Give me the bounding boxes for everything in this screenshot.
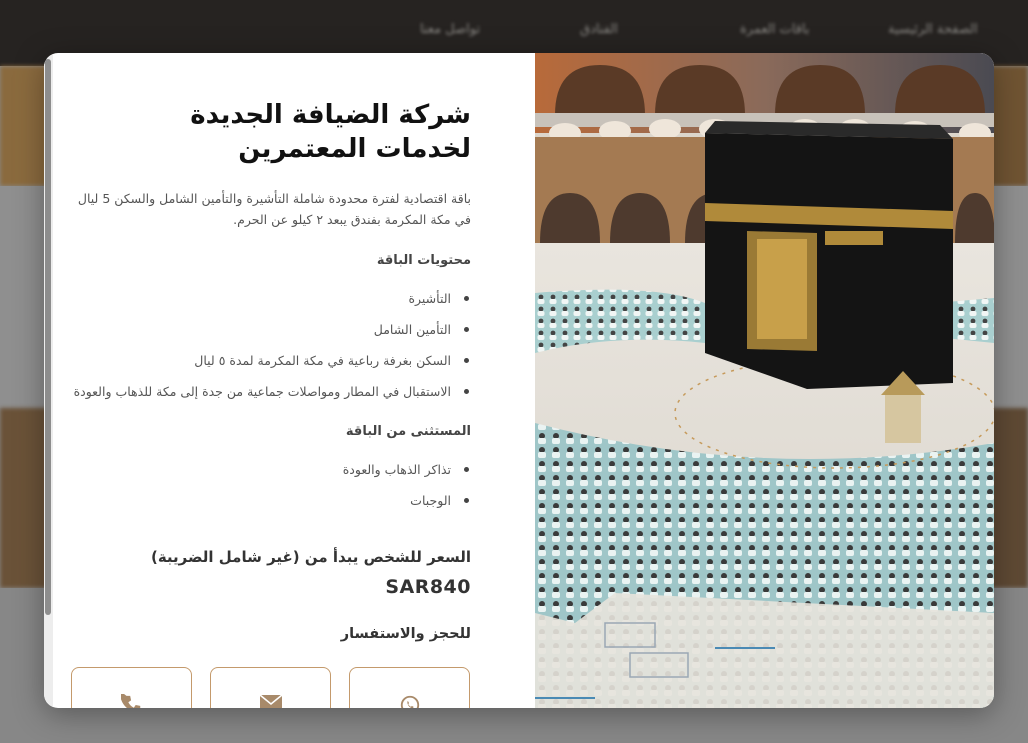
background-nav-item: تواصل معنا [420,22,481,37]
list-item: التأمين الشامل [74,314,471,345]
background-nav-item: الفنادق [580,22,618,37]
whatsapp-button[interactable] [349,667,470,708]
package-description: باقة اقتصادية لفترة محدودة شاملة التأشيرة والتأمين الشامل والسكن 5 ليال في مكة المكرمة بفندق يبعد ٢ كيلو عن الحرم. [77,191,471,227]
price-value: SAR840 [385,576,471,598]
excluded-list [343,454,471,516]
kaaba-photo [535,53,994,708]
list-item: التأشيرة [74,283,471,314]
phone-button[interactable] [71,667,192,708]
whatsapp-icon [399,694,421,708]
price-label: السعر للشخص يبدأ من (غير شامل الضريبة) [150,548,471,566]
modal-scrollbar[interactable] [44,53,53,708]
scrollbar-thumb[interactable] [45,59,51,615]
background-nav-item: باقات العمرة [740,22,810,37]
envelope-icon [259,694,283,708]
phone-icon [121,694,143,708]
list-item: تذاكر الذهاب والعودة [343,454,471,485]
package-content [68,53,471,708]
list-item: الوجبات [343,485,471,516]
package-details-modal [44,53,994,708]
email-button[interactable] [210,667,331,708]
booking-label: للحجز والاستفسار [340,626,471,642]
contents-heading: محتويات الباقة [376,253,471,268]
package-title: شركة الضيافة الجديدة لخدمات المعتمرين [190,100,471,164]
excluded-heading: المستثنى من الباقة [345,424,471,439]
contents-list [74,283,471,407]
list-item: السكن بغرفة رباعية في مكة المكرمة لمدة ٥ ليال [74,345,471,376]
list-item: الاستقبال في المطار ومواصلات جماعية من جدة إلى مكة للذهاب والعودة [74,376,471,407]
background-nav-item: الصفحة الرئيسية [888,22,978,37]
